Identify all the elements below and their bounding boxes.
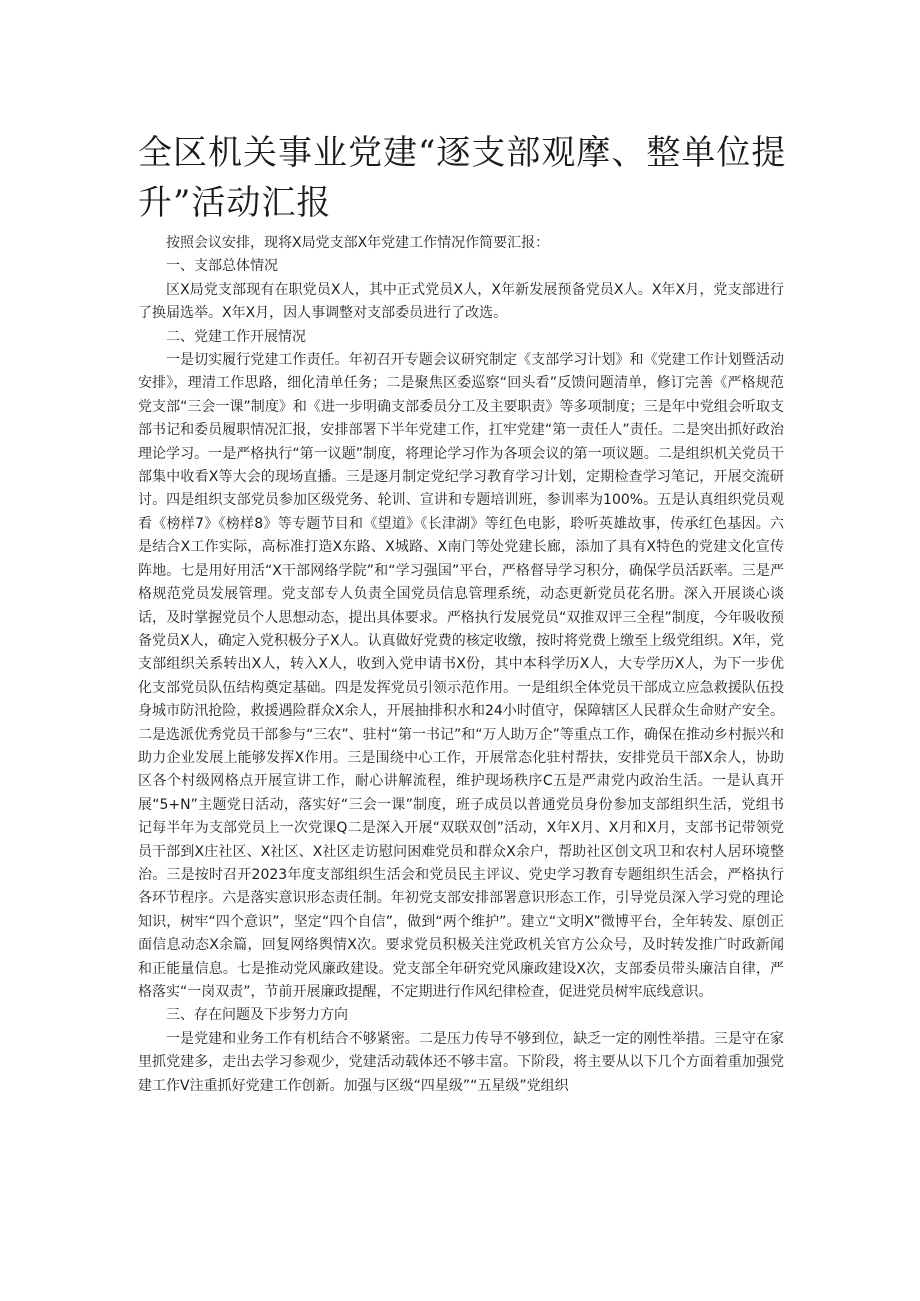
overview-paragraph: 区X局党支部现有在职党员X人，其中正式党员X人，X年新发展预备党员X人。X年X月，党支部进行了换届选举。X年X月，因人事调整对支部委员进行了改选。 [138,281,784,322]
section-heading-overview: 一、支部总体情况 [166,258,278,275]
document-body [138,232,784,1098]
intro-paragraph: 按照会议安排，现将X局党支部X年党建工作情况作简要汇报： [166,235,550,251]
document-title: 全区机关事业党建“逐支部观摩、整单位提升”活动汇报 [138,133,787,223]
section-heading-problems: 三、存在问题及下步努力方向 [166,1007,348,1024]
problems-paragraph: 一是党建和业务工作有机结合不够紧密。二是压力传导不够到位，缺乏一定的刚性举措。三是守在家里抓党建多，走出去学习参观少，党建活动载体还不够丰富。下阶段，将主要从以下几个方面着重加强党建工作V注重抓好党建工作创新。加强与区级“四星级”“五星级”党组织 [138,1030,784,1094]
section-heading-work: 二、党建工作开展情况 [166,328,306,345]
work-paragraph: 一是切实履行党建工作责任。年初召开专题会议研究制定《支部学习计划》和《党建工作计划暨活动安排》，理清工作思路，细化清单任务；二是聚焦区委巡察“回头看”反馈问题清单，修订完善《严格规范党支部“三会一课”制度》和《进一步明确支部委员分工及主要职责》等多项制度；三是年中党组会听取支部书记和委员履职情况汇报，安排部署下半年党建工作，扛牢党建“第一责任人”责任。二是突出抓好政治理论学习。一是严格执行“第一议题”制度，将理论学习作为各项会议的第一项议题。二是组织机关党员干部集中收看X等大会的现场直播。三是逐月制定党纪学习教育学习计划，定期检查学习笔记，开展交流研讨。四是组织支部党员参加区级党务、轮训、宣讲和专题培训班，参训率为100%。五是认真组织党员观看《榜样7》《榜样8》等专题节目和《望道》《长津湖》等红色电影，聆听英雄故事，传承红色基因。六是结合X工作实际，高标准打造X东路、X城路、X南门等处党建长廊，添加了具有X特色的党建文化宣传阵地。七是用好用活“X干部网络学院”和“学习强国”平台，严格督导学习积分，确保学员活跃率。三是严格规范党员发展管理。党支部专人负责全国党员信息管理系统，动态更新党员花名册。深入开展谈心谈话，及时掌握党员个人思想动态，提出具体要求。严格执行发展党员“双推双评三全程”制度，今年吸收预备党员X人，确定入党积极分子X人。认真做好党费的核定收缴，按时将党费上缴至上级党组织。X年，党支部组织关系转出X人，转入X人，收到入党申请书X份，其中本科学历X人，大专学历X人，为下一步优化支部党员队伍结构奠定基础。四是发挥党员引领示范作用。一是组织全体党员干部成立应急救援队伍投身城市防汛抢险，救援遇险群众X余人，开展抽排积水和24小时值守，保障辖区人民群众生命财产安全。二是选派优秀党员干部参与“三农”、驻村“第一书记”和“万人助万企”等重点工作，确保在推动乡村振兴和助力企业发展上能够发挥X作用。三是围绕中心工作，开展常态化驻村帮扶，安排党员干部X余人，协助区各个村级网格点开展宣讲工作，耐心讲解流程，维护现场秩序C五是严肃党内政治生活。一是认真开展“5+N”主题党日活动，落实好“三会一课”制度，班子成员以普通党员身份参加支部组织生活，党组书记每半年为支部党员上一次党课Q二是深入开展“双联双创”活动，X年X月、X月和X月，支部书记带领党员干部到X庄社区、X社区、X社区走访慰问困难党员和群众X余户，帮助社区创文巩卫和农村人居环境整治。三是按时召开2023年度支部组织生活会和党员民主评议、党史学习教育专题组织生活会，严格执行各环节程序。六是落实意识形态责任制。年初党支部安排部署意识形态工作，引导党员深入学习党的理论知识，树牢“四个意识”，坚定“四个自信”，做到“两个维护”。建立“文明X”微博平台，全年转发、原创正面信息动态X余篇，回复网络舆情X次。要求党员积极关注党政机关官方公众号，及时转发推广时政新闻和正能量信息。七是推动党风廉政建设。党支部全年研究党风廉政建设X次，支部委员带头廉洁自律，严格落实“一岗双责”，节前开展廉政提醒，不定期进行作风纪律检查，促进党员树牢底线意识。 [138,352,784,1000]
